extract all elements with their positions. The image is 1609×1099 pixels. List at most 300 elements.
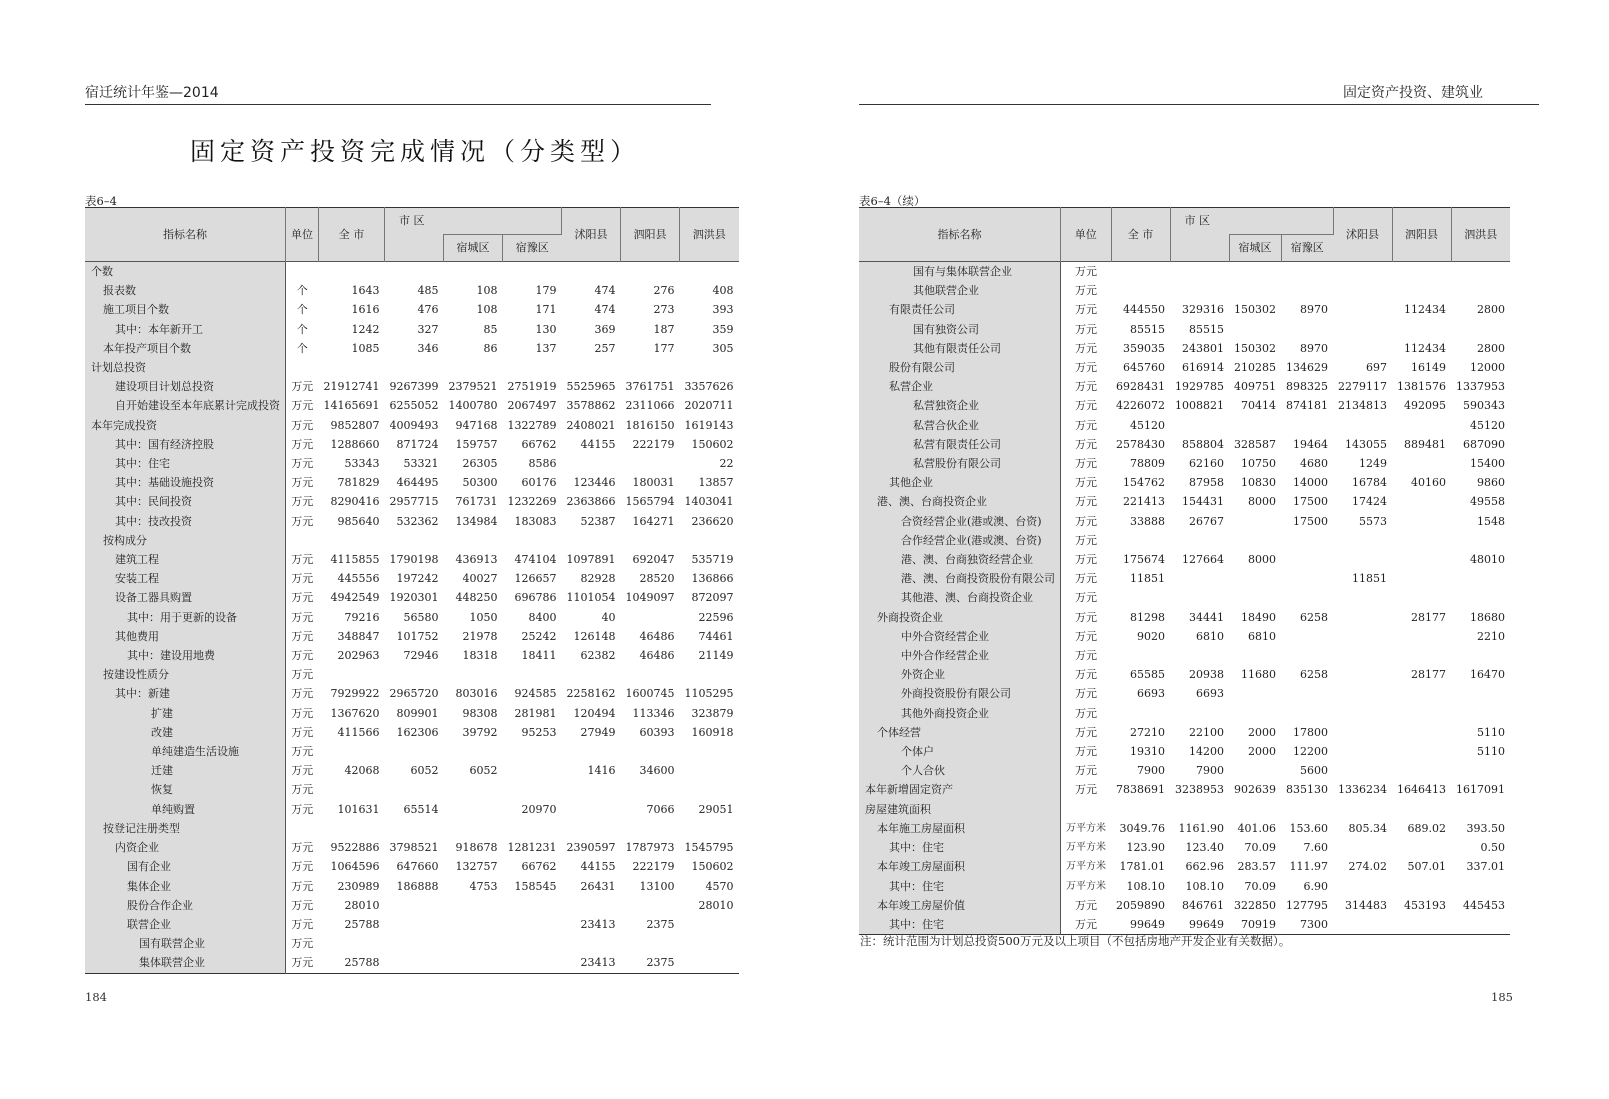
row-label: 自开始建设至本年底累计完成投资 bbox=[85, 396, 286, 415]
table-row bbox=[85, 684, 739, 703]
cell-sihong: 21149 bbox=[698, 649, 734, 663]
cell-suchen: 6810 bbox=[1248, 629, 1276, 643]
cell-city: 4942549 bbox=[330, 591, 380, 605]
table-row bbox=[859, 646, 1510, 665]
cell-suyu: 874181 bbox=[1286, 399, 1328, 413]
header-indicator-name: 指标名称 bbox=[859, 208, 1061, 262]
cell-shuyang: 52387 bbox=[580, 514, 616, 528]
cell-sihong: 1337953 bbox=[1456, 380, 1505, 394]
cell-sihong bbox=[1451, 704, 1510, 723]
cell-sihong: 29051 bbox=[698, 802, 734, 816]
cell-shuyang bbox=[1333, 723, 1392, 742]
cell-suchen bbox=[1229, 416, 1281, 435]
cell-city: 445556 bbox=[337, 572, 380, 586]
cell-suchen: 1050 bbox=[469, 610, 498, 624]
cell-district: 2957715 bbox=[389, 495, 439, 509]
table-row bbox=[85, 473, 739, 492]
row-unit: 万元 bbox=[1075, 476, 1097, 490]
cell-siyang: 34600 bbox=[639, 764, 675, 778]
cell-suyu: 153.60 bbox=[1289, 821, 1328, 835]
row-label: 其中：新建 bbox=[85, 684, 286, 703]
cell-shuyang: 369 bbox=[594, 322, 616, 336]
cell-suchen bbox=[444, 531, 503, 550]
cell-suyu bbox=[1281, 281, 1333, 300]
cell-shuyang: 1097891 bbox=[566, 553, 616, 567]
cell-suyu bbox=[1281, 800, 1333, 819]
cell-suyu: 8970 bbox=[1300, 341, 1328, 355]
cell-siyang bbox=[621, 454, 680, 473]
cell-siyang: 112434 bbox=[1404, 303, 1446, 317]
cell-suyu: 25242 bbox=[521, 629, 557, 643]
cell-city: 1085 bbox=[351, 341, 380, 355]
cell-sihong: 49558 bbox=[1470, 495, 1505, 509]
table-row bbox=[85, 838, 739, 857]
table-row bbox=[859, 281, 1510, 300]
cell-suyu: 158545 bbox=[514, 879, 557, 893]
cell-city: 202963 bbox=[337, 649, 380, 663]
cell-city: 7929922 bbox=[330, 687, 380, 701]
cell-siyang bbox=[1392, 723, 1451, 742]
header-suchen: 宿城区 bbox=[444, 235, 503, 262]
cell-siyang: 276 bbox=[653, 284, 675, 298]
table-row bbox=[85, 320, 739, 339]
cell-city bbox=[319, 742, 385, 761]
cell-city: 1288660 bbox=[330, 437, 380, 451]
cell-district: 62160 bbox=[1189, 457, 1224, 471]
row-label: 其中：基础设施投资 bbox=[85, 473, 286, 492]
row-unit: 万平方米 bbox=[1066, 822, 1106, 834]
cell-suchen: 21978 bbox=[462, 629, 498, 643]
row-unit: 万元 bbox=[1075, 437, 1097, 451]
cell-district bbox=[385, 665, 444, 684]
cell-suchen bbox=[1229, 684, 1281, 703]
cell-suyu bbox=[1281, 684, 1333, 703]
cell-city: 2578430 bbox=[1116, 437, 1165, 451]
cell-city: 154762 bbox=[1123, 476, 1165, 490]
cell-city bbox=[319, 819, 385, 838]
cell-shuyang bbox=[562, 819, 621, 838]
cell-district: 329316 bbox=[1182, 303, 1224, 317]
table-row bbox=[85, 358, 739, 377]
cell-district: 858804 bbox=[1182, 437, 1224, 451]
cell-sihong bbox=[1451, 531, 1510, 550]
cell-siyang bbox=[621, 358, 680, 377]
cell-siyang: 689.02 bbox=[1407, 821, 1446, 835]
row-label: 集体企业 bbox=[85, 877, 286, 896]
cell-city: 1781.01 bbox=[1119, 860, 1165, 874]
cell-suchen bbox=[444, 262, 503, 282]
table-row bbox=[859, 800, 1510, 819]
cell-suyu: 95253 bbox=[521, 725, 557, 739]
cell-suyu bbox=[1281, 627, 1333, 646]
row-unit: 万元 bbox=[291, 802, 314, 816]
table-row bbox=[859, 704, 1510, 723]
row-unit: 万元 bbox=[1075, 495, 1097, 509]
cell-city: 99649 bbox=[1130, 917, 1165, 931]
row-unit: 万元 bbox=[1075, 783, 1097, 797]
row-label: 按构成分 bbox=[85, 531, 286, 550]
cell-suyu bbox=[503, 665, 562, 684]
cell-city: 3049.76 bbox=[1119, 821, 1165, 835]
cell-sihong: 1545795 bbox=[684, 841, 734, 855]
table-row bbox=[85, 761, 739, 780]
table-row bbox=[859, 857, 1510, 876]
cell-sihong: 359 bbox=[712, 322, 734, 336]
cell-district: 871724 bbox=[396, 437, 439, 451]
row-unit: 万元 bbox=[1075, 514, 1097, 528]
row-unit: 万元 bbox=[291, 649, 314, 663]
cell-city bbox=[1111, 531, 1170, 550]
row-unit bbox=[286, 819, 319, 838]
cell-sihong bbox=[1451, 684, 1510, 703]
cell-sihong: 5110 bbox=[1477, 725, 1505, 739]
row-unit: 万元 bbox=[1075, 284, 1097, 298]
table-row bbox=[85, 588, 739, 607]
row-unit: 万元 bbox=[291, 841, 314, 855]
table-row bbox=[85, 339, 739, 358]
cell-suyu: 1281231 bbox=[507, 841, 557, 855]
cell-city bbox=[319, 262, 385, 282]
cell-city: 25788 bbox=[344, 956, 380, 970]
row-label: 个数 bbox=[85, 262, 286, 282]
row-unit: 万元 bbox=[1075, 533, 1097, 547]
row-label: 其他联营企业 bbox=[859, 281, 1061, 300]
cell-sihong: 2210 bbox=[1477, 629, 1505, 643]
cell-siyang bbox=[621, 531, 680, 550]
cell-siyang bbox=[621, 262, 680, 282]
cell-shuyang bbox=[562, 800, 621, 819]
header-district-spacer bbox=[1170, 235, 1229, 262]
table-row bbox=[85, 857, 739, 876]
table-row bbox=[85, 800, 739, 819]
cell-suyu: 4680 bbox=[1300, 457, 1328, 471]
cell-suyu: 19464 bbox=[1293, 437, 1328, 451]
cell-sihong bbox=[1451, 761, 1510, 780]
cell-suyu: 7.60 bbox=[1303, 841, 1328, 855]
row-unit: 万元 bbox=[1075, 725, 1097, 739]
cell-shuyang bbox=[1333, 281, 1392, 300]
cell-sihong: 28010 bbox=[698, 898, 734, 912]
cell-suyu: 137 bbox=[535, 341, 557, 355]
row-unit: 万元 bbox=[291, 553, 314, 567]
row-unit: 万元 bbox=[1075, 591, 1097, 605]
row-unit: 万元 bbox=[291, 399, 314, 413]
cell-suchen: 70.09 bbox=[1244, 879, 1276, 893]
cell-district: 346 bbox=[417, 341, 439, 355]
row-label: 个体户 bbox=[859, 742, 1061, 761]
cell-siyang: 3761751 bbox=[625, 380, 675, 394]
cell-city: 33888 bbox=[1130, 514, 1165, 528]
cell-suyu: 6.90 bbox=[1303, 879, 1328, 893]
row-label: 计划总投资 bbox=[85, 358, 286, 377]
cell-suyu bbox=[503, 531, 562, 550]
cell-suyu bbox=[503, 819, 562, 838]
cell-siyang: 112434 bbox=[1404, 341, 1446, 355]
cell-suyu: 474104 bbox=[514, 553, 557, 567]
cell-district: 616914 bbox=[1182, 361, 1224, 375]
cell-city: 645760 bbox=[1123, 361, 1165, 375]
cell-suyu: 179 bbox=[535, 284, 557, 298]
cell-siyang: 1646413 bbox=[1397, 783, 1446, 797]
table-row bbox=[85, 377, 739, 396]
cell-suchen: 947168 bbox=[455, 418, 498, 432]
cell-sihong: 150602 bbox=[691, 860, 734, 874]
row-unit: 万元 bbox=[1075, 265, 1097, 278]
cell-siyang: 1816150 bbox=[625, 418, 675, 432]
cell-city: 85515 bbox=[1130, 322, 1165, 336]
table-row bbox=[859, 742, 1510, 761]
cell-city: 42068 bbox=[344, 764, 380, 778]
cell-suchen: 11680 bbox=[1241, 668, 1276, 682]
table-row bbox=[85, 531, 739, 550]
cell-suyu: 66762 bbox=[521, 860, 557, 874]
cell-sihong: 150602 bbox=[691, 437, 734, 451]
cell-district: 101752 bbox=[396, 629, 439, 643]
table-body-left bbox=[85, 262, 739, 974]
cell-shuyang: 11851 bbox=[1352, 572, 1387, 586]
header-unit: 单位 bbox=[1061, 208, 1112, 262]
cell-sihong bbox=[1451, 320, 1510, 339]
cell-shuyang: 474 bbox=[594, 303, 616, 317]
cell-sihong: 1403041 bbox=[684, 495, 734, 509]
cell-city: 21912741 bbox=[323, 380, 380, 394]
row-unit: 万元 bbox=[291, 745, 314, 759]
cell-sihong: 48010 bbox=[1470, 553, 1505, 567]
cell-district: 6810 bbox=[1196, 629, 1224, 643]
row-label: 其他企业 bbox=[859, 473, 1061, 492]
cell-sihong: 18680 bbox=[1470, 610, 1505, 624]
row-label: 单纯建造生活设施 bbox=[85, 742, 286, 761]
cell-sihong: 5110 bbox=[1477, 745, 1505, 759]
row-label: 其他费用 bbox=[85, 627, 286, 646]
cell-district: 72946 bbox=[403, 649, 439, 663]
cell-district: 108.10 bbox=[1185, 879, 1224, 893]
header-district: 市 区 bbox=[1170, 208, 1333, 235]
table-row bbox=[85, 742, 739, 761]
row-unit: 万元 bbox=[1075, 917, 1097, 931]
cell-siyang bbox=[621, 665, 680, 684]
cell-city: 101631 bbox=[337, 802, 380, 816]
cell-shuyang: 143055 bbox=[1345, 437, 1387, 451]
cell-city: 6693 bbox=[1137, 687, 1165, 701]
row-label: 其中：用于更新的设备 bbox=[85, 608, 286, 627]
cell-city bbox=[1111, 800, 1170, 819]
cell-siyang bbox=[621, 780, 680, 799]
cell-district bbox=[385, 915, 444, 934]
table-row bbox=[85, 262, 739, 282]
cell-sihong bbox=[1451, 569, 1510, 588]
cell-city: 985640 bbox=[337, 514, 380, 528]
cell-suchen bbox=[444, 915, 503, 934]
cell-district: 65514 bbox=[403, 802, 439, 816]
table-row bbox=[85, 300, 739, 319]
row-unit: 万元 bbox=[1075, 361, 1097, 375]
cell-sihong: 1548 bbox=[1477, 514, 1505, 528]
row-unit: 万元 bbox=[291, 687, 314, 701]
cell-siyang bbox=[1392, 550, 1451, 569]
cell-siyang: 180031 bbox=[632, 476, 675, 490]
cell-sihong bbox=[680, 953, 739, 973]
page-title: 固定资产投资完成情况（分类型） bbox=[190, 137, 641, 166]
table-row bbox=[859, 377, 1510, 396]
cell-district: 327 bbox=[417, 322, 439, 336]
cell-siyang bbox=[1392, 492, 1451, 511]
table-row bbox=[859, 531, 1510, 550]
cell-shuyang bbox=[562, 454, 621, 473]
cell-city: 123.90 bbox=[1126, 841, 1165, 855]
row-label: 合作经营企业(港或澳、台资) bbox=[859, 531, 1061, 550]
cell-sihong bbox=[680, 742, 739, 761]
row-unit: 万元 bbox=[1075, 322, 1097, 336]
cell-suyu bbox=[1281, 550, 1333, 569]
cell-suchen: 448250 bbox=[455, 591, 498, 605]
cell-shuyang: 1336234 bbox=[1338, 783, 1387, 797]
table-row bbox=[85, 953, 739, 973]
cell-sihong bbox=[680, 761, 739, 780]
cell-suyu: 8400 bbox=[528, 610, 557, 624]
cell-suyu: 183083 bbox=[514, 514, 557, 528]
cell-shuyang: 1416 bbox=[587, 764, 616, 778]
cell-suyu: 18411 bbox=[521, 649, 557, 663]
cell-suchen: 108 bbox=[476, 284, 498, 298]
row-unit: 万元 bbox=[291, 860, 314, 874]
cell-district: 662.96 bbox=[1185, 860, 1224, 874]
cell-sihong: 136866 bbox=[691, 572, 734, 586]
cell-siyang bbox=[1392, 704, 1451, 723]
row-label: 本年完成投资 bbox=[85, 416, 286, 435]
row-label: 迁建 bbox=[85, 761, 286, 780]
row-unit: 万元 bbox=[291, 380, 314, 394]
row-unit: 万元 bbox=[291, 783, 314, 797]
table-row bbox=[85, 780, 739, 799]
cell-city: 4115855 bbox=[330, 553, 380, 567]
row-label: 扩建 bbox=[85, 704, 286, 723]
table-row bbox=[859, 262, 1510, 282]
cell-suchen bbox=[1229, 262, 1281, 282]
cell-suchen: 50300 bbox=[462, 476, 498, 490]
table-row bbox=[859, 416, 1510, 435]
page-number-right: 185 bbox=[1491, 990, 1513, 1004]
cell-shuyang bbox=[1333, 416, 1392, 435]
row-label: 其中：民间投资 bbox=[85, 492, 286, 511]
cell-sihong: 393 bbox=[712, 303, 734, 317]
row-label: 港、澳、台商独资经营企业 bbox=[859, 550, 1061, 569]
cell-suchen: 322850 bbox=[1234, 898, 1276, 912]
row-label: 联营企业 bbox=[85, 915, 286, 934]
table-row bbox=[85, 416, 739, 435]
cell-siyang: 28520 bbox=[639, 572, 675, 586]
cell-sihong bbox=[1451, 877, 1510, 896]
cell-district: 846761 bbox=[1182, 898, 1224, 912]
cell-suchen: 98308 bbox=[462, 706, 498, 720]
row-label: 其中：建设用地费 bbox=[85, 646, 286, 665]
cell-district: 6255052 bbox=[389, 399, 439, 413]
cell-suyu: 2067497 bbox=[507, 399, 557, 413]
row-label: 其中：住宅 bbox=[859, 915, 1061, 935]
cell-sihong: 9860 bbox=[1477, 476, 1505, 490]
cell-sihong bbox=[1451, 588, 1510, 607]
table-row bbox=[859, 684, 1510, 703]
cell-sihong: 590343 bbox=[1463, 399, 1505, 413]
cell-suyu: 6258 bbox=[1300, 668, 1328, 682]
cell-suchen: 283.57 bbox=[1237, 860, 1276, 874]
row-label: 外资企业 bbox=[859, 665, 1061, 684]
cell-district: 485 bbox=[417, 284, 439, 298]
cell-suchen bbox=[444, 665, 503, 684]
table-row bbox=[859, 358, 1510, 377]
cell-shuyang bbox=[562, 531, 621, 550]
cell-shuyang: 274.02 bbox=[1348, 860, 1387, 874]
cell-suyu: 5600 bbox=[1300, 764, 1328, 778]
cell-suchen: 159757 bbox=[455, 437, 498, 451]
cell-suyu: 1232269 bbox=[507, 495, 557, 509]
cell-city: 27210 bbox=[1130, 725, 1165, 739]
cell-suchen bbox=[1229, 761, 1281, 780]
cell-city: 9852807 bbox=[330, 418, 380, 432]
cell-district: 197242 bbox=[396, 572, 439, 586]
cell-shuyang: 17424 bbox=[1352, 495, 1387, 509]
cell-shuyang: 697 bbox=[1366, 361, 1387, 375]
cell-shuyang bbox=[562, 934, 621, 953]
page-number-left: 184 bbox=[85, 990, 107, 1004]
cell-city: 11851 bbox=[1130, 572, 1165, 586]
row-unit: 万元 bbox=[291, 437, 314, 451]
cell-district: 6693 bbox=[1196, 687, 1224, 701]
cell-sihong: 1617091 bbox=[1456, 783, 1505, 797]
cell-suyu: 60176 bbox=[521, 476, 557, 490]
cell-siyang bbox=[1392, 877, 1451, 896]
cell-sihong: 22596 bbox=[698, 610, 734, 624]
cell-sihong: 22 bbox=[719, 457, 734, 471]
cell-sihong: 337.01 bbox=[1466, 860, 1505, 874]
cell-sihong: 45120 bbox=[1470, 418, 1505, 432]
row-label: 中外合资经营企业 bbox=[859, 627, 1061, 646]
cell-siyang bbox=[621, 896, 680, 915]
table-row bbox=[859, 627, 1510, 646]
row-unit bbox=[1061, 800, 1112, 819]
row-label: 本年投产项目个数 bbox=[85, 339, 286, 358]
table-row bbox=[85, 435, 739, 454]
cell-district: 9267399 bbox=[389, 380, 439, 394]
row-label: 按建设性质分 bbox=[85, 665, 286, 684]
cell-district bbox=[385, 934, 444, 953]
table-row bbox=[85, 915, 739, 934]
cell-suchen: 4753 bbox=[469, 879, 498, 893]
cell-suchen: 18318 bbox=[462, 649, 498, 663]
cell-suyu: 20970 bbox=[521, 802, 557, 816]
row-label: 港、澳、台商投资股份有限公司 bbox=[859, 569, 1061, 588]
footnote: 注：统计范围为计划总投资500万元及以上项目（不包括房地产开发企业有关数据）。 bbox=[860, 934, 1291, 948]
cell-district: 14200 bbox=[1189, 745, 1224, 759]
cell-sihong bbox=[1451, 800, 1510, 819]
right-page bbox=[805, 0, 1609, 1099]
cell-city: 9522886 bbox=[330, 841, 380, 855]
row-unit: 万元 bbox=[291, 457, 314, 471]
cell-suchen bbox=[1229, 320, 1281, 339]
cell-suchen bbox=[444, 800, 503, 819]
cell-shuyang bbox=[562, 665, 621, 684]
cell-shuyang: 2408021 bbox=[566, 418, 616, 432]
cell-siyang: 40160 bbox=[1411, 476, 1446, 490]
cell-siyang: 7066 bbox=[646, 802, 675, 816]
cell-siyang: 46486 bbox=[639, 649, 675, 663]
cell-suyu bbox=[503, 953, 562, 973]
header-unit: 单位 bbox=[286, 208, 319, 262]
table-row bbox=[859, 665, 1510, 684]
table-row bbox=[85, 550, 739, 569]
cell-shuyang: 123446 bbox=[573, 476, 616, 490]
row-label: 国有联营企业 bbox=[85, 934, 286, 953]
